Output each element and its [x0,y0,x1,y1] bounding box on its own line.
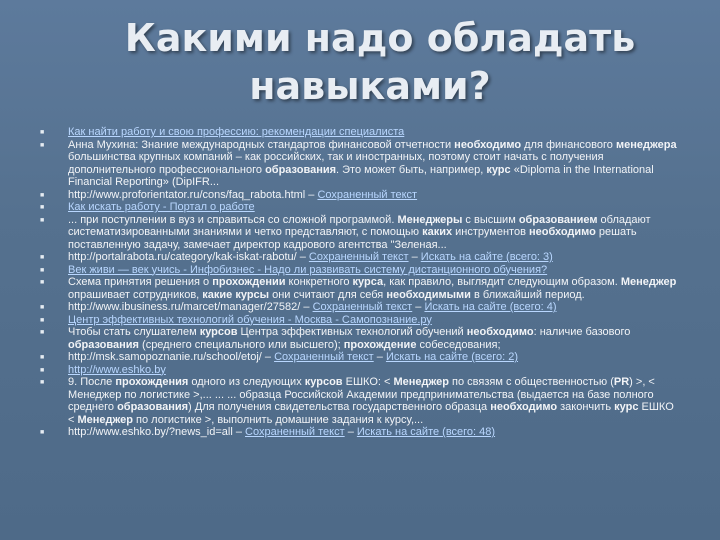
list-item [40,214,680,252]
link[interactable]: Как искать работу - Портал о работе [68,201,255,213]
list-item [40,426,680,439]
item-text: – [373,351,386,363]
item-text: , как правило, выглядит следующим образом. [383,276,621,288]
list-item [40,364,680,377]
list-item [40,376,680,426]
item-text: по связям с общественностью ( [449,376,614,388]
bold-keyword: Менеджер [620,276,677,288]
bullet-list [40,126,680,439]
item-text: для финансового [521,138,616,151]
item-text: опрашивает сотрудников, [68,288,203,301]
item-text: большинства крупных компаний – как российских, так и иностранных, поэтому стоит начать с получения дополнительного профессионального [68,151,604,176]
bold-keyword: необходимо [528,226,596,238]
bold-keyword: курсов [304,376,343,388]
item-text: ) >, < Менеджер по логистике >,... ... ... образца Российской Академии предпринимательства (выдается на базе полного среднего [68,376,655,413]
square-bullet-icon [40,204,47,211]
item-text: инструментов [452,226,529,238]
bold-keyword: курс [614,401,639,413]
slide-title-line-2: навыками? [249,64,491,108]
item-text: ЕШКО: < [342,376,394,388]
item-text: они считают для себя [269,288,387,301]
item-text: – [412,301,425,313]
link[interactable]: Искать на сайте (всего: 3) [420,251,553,263]
square-bullet-icon [40,317,47,324]
square-bullet-icon [40,329,47,336]
square-bullet-icon [40,254,47,261]
bold-keyword: курсов [199,326,238,338]
square-bullet-icon [40,304,47,311]
list-item [40,264,680,277]
item-text: собеседования; [416,338,501,351]
item-text: ... при поступлении в вуз и справиться со сложной программой. [68,213,398,226]
bold-keyword: образования [117,401,189,413]
item-text: обладают систематизированными знаниями и четко представляют, с помощью [68,213,651,238]
link[interactable]: Сохраненный текст [317,188,418,201]
link[interactable]: Сохраненный текст [274,351,374,363]
square-bullet-icon [40,279,47,286]
list-item [40,351,680,364]
item-text: http://msk.samopoznanie.ru/school/etoj/ – [68,351,275,363]
bold-keyword: какие курсы [202,288,270,301]
link[interactable]: Сохраненный текст [308,251,409,263]
link[interactable]: Как найти работу и свою профессию: рекомендации специалиста [68,126,405,138]
bold-keyword: необходимо [466,326,534,338]
item-text: «Diploma in the International Financial Reporting» (DipIFR... [68,163,654,188]
item-text: : наличие базового [533,326,631,338]
item-text: . Это может быть, например, [336,163,487,176]
item-text: закончить [557,401,615,413]
bold-keyword: образования [68,338,139,351]
link[interactable]: Искать на сайте (всего: 4) [424,301,557,313]
link[interactable]: Искать на сайте (всего: 48) [356,426,496,438]
item-text: Чтобы стать слушателем [68,326,200,338]
bold-keyword: Менеджер [393,376,449,388]
square-bullet-icon [40,354,47,361]
bold-keyword: курса [352,276,384,288]
bold-keyword: Менеджеры [397,213,463,226]
link[interactable]: Сохраненный текст [312,301,413,313]
item-text: Центра эффективных технологий обучений [237,326,467,338]
bold-keyword: каких [422,226,453,238]
bold-keyword: образованием [518,213,598,226]
bold-keyword: Менеджер [77,413,133,426]
square-bullet-icon [40,267,47,274]
item-text: http://www.eshko.by/?news_id=all – [68,426,246,438]
link[interactable]: Век живи — век учись - Инфобизнес - Надо ли развивать систему дистанционного обучения? [68,263,548,276]
slide-title [0,14,720,110]
item-text: http://www.proforientator.ru/cons/faq_rabota.html – [68,188,318,201]
bold-keyword: прохождения [115,376,189,388]
list-item [40,301,680,314]
bold-keyword: необходимо [454,138,522,151]
bold-keyword: необходимыми [386,288,471,301]
list-item [40,201,680,214]
item-text: в ближайший период. [470,288,585,301]
list-item [40,326,680,351]
square-bullet-icon [40,129,47,136]
link[interactable]: Искать на сайте (всего: 2) [385,351,518,363]
square-bullet-icon [40,367,47,374]
item-text: Анна Мухина: Знание международных стандартов финансовой отчетности [68,138,455,151]
slide-title-line-1: Какими надо обладать [124,16,636,60]
item-text: 9. После [68,376,116,388]
item-text: ) Для получения свидетельства государственного образца [188,401,491,413]
list-item [40,189,680,202]
item-text: Схема принятия решения о [68,276,213,288]
bold-keyword: прохождении [212,276,286,288]
bold-keyword: PR [613,376,630,388]
item-text: ЕШКО < [68,401,674,426]
bold-keyword: менеджера [615,138,677,151]
link[interactable]: Центр эффективных технологий обучения - Москва - Самопознание.ру [68,313,432,326]
item-text: – [408,251,421,263]
item-text: с высшим [462,213,519,226]
link[interactable]: Сохраненный текст [245,426,345,438]
list-item [40,126,680,139]
item-text: http://portalrabota.ru/category/kak-iskat-rabotu/ – [68,251,309,263]
square-bullet-icon [40,379,47,386]
item-text: конкретного [285,276,353,288]
square-bullet-icon [40,429,47,436]
list-item [40,314,680,327]
bold-keyword: необходимо [490,401,558,413]
bold-keyword: образования [265,163,337,176]
link[interactable]: http://www.eshko.by [68,363,166,376]
bold-keyword: прохождение [343,338,417,351]
item-text: по логистике >, выполнить домашние задания к курсу,... [133,413,424,426]
bold-keyword: курс [486,163,511,176]
item-text: (среднего специального или высшего); [138,338,344,351]
item-text: http://www.ibusiness.ru/marcet/manager/27582/ – [68,301,313,313]
item-text: одного из следующих [188,376,305,388]
list-item [40,276,680,301]
item-text: решать поставленную задачу, замечает директор кадрового агентства "Зеленая... [68,226,637,251]
item-text: – [344,426,357,438]
square-bullet-icon [40,217,47,224]
list-item [40,251,680,264]
list-item [40,139,680,189]
square-bullet-icon [40,142,47,149]
square-bullet-icon [40,192,47,199]
